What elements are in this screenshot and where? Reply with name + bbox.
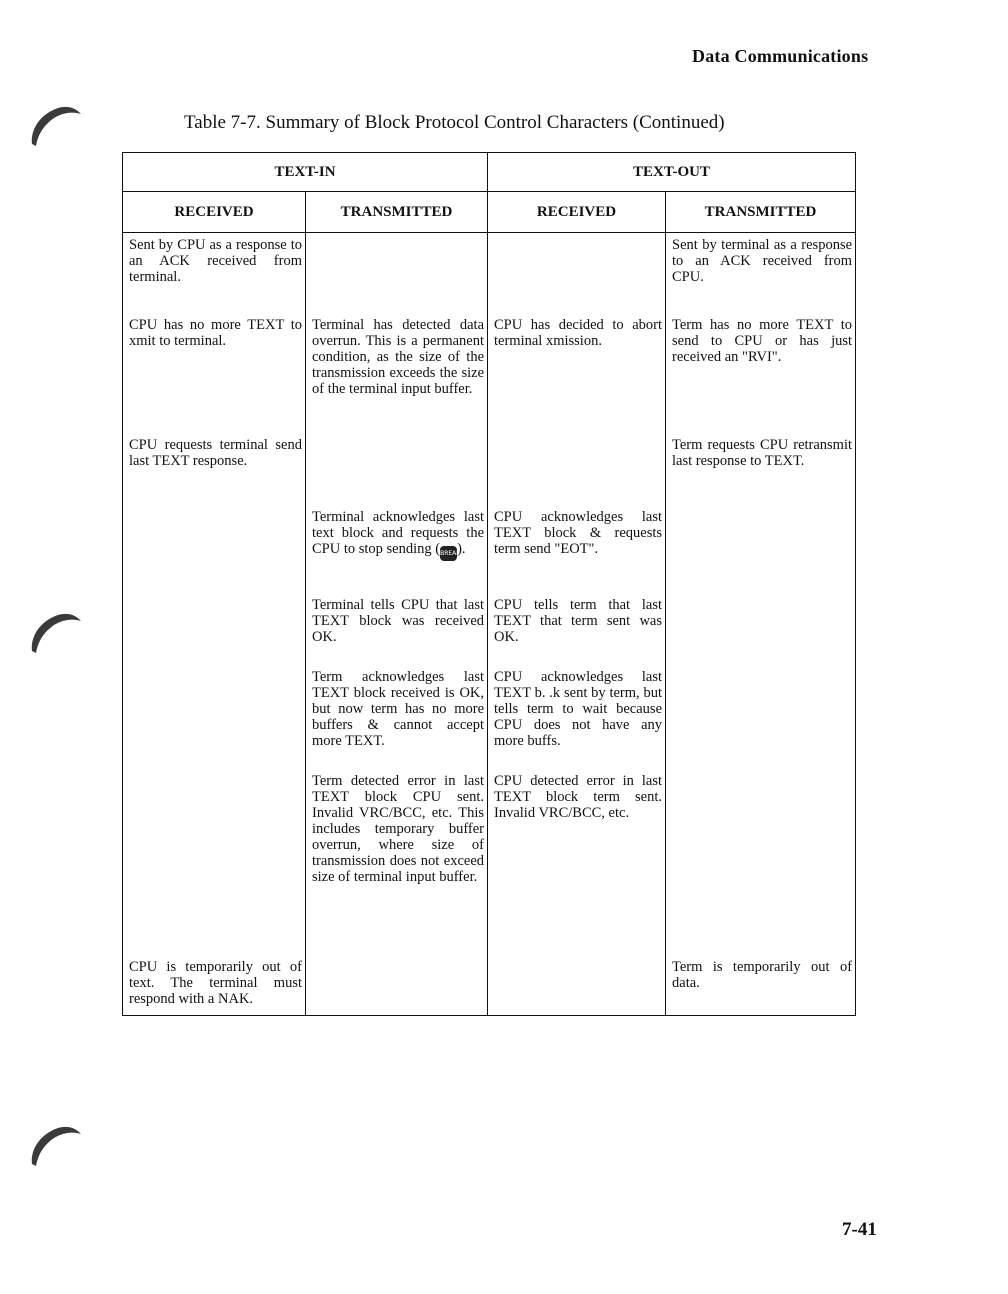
table-cell: [666, 317, 856, 437]
cell-text-part: ).: [457, 541, 466, 557]
table-cell: [488, 959, 666, 1016]
table-row: [123, 669, 856, 773]
table-cell: [123, 773, 306, 959]
table-cell: [123, 509, 306, 597]
table-cell: [666, 669, 856, 773]
table-cell: [123, 669, 306, 773]
table-cell: [488, 773, 666, 959]
cell-text: Term has no more TEXT to send to CPU or has just received an "RVI".: [672, 317, 853, 365]
table-cell: [488, 317, 666, 437]
table-title: Table 7-7. Summary of Block Protocol Control Characters (Continued): [184, 112, 725, 133]
column-header-row: [123, 192, 856, 233]
group-header-row: [123, 153, 856, 192]
table-cell: [306, 317, 488, 437]
cell-text: CPU tells term that last TEXT that term sent was OK.: [494, 597, 663, 645]
cell-text: Sent by terminal as a response to an ACK received from CPU.: [672, 237, 853, 285]
table-cell: [123, 437, 306, 509]
table-cell: [666, 437, 856, 509]
binder-hole-mark: [26, 607, 84, 655]
table-row: [123, 773, 856, 959]
table-cell: [306, 437, 488, 509]
table-cell: [488, 509, 666, 597]
table-cell: [488, 437, 666, 509]
table-cell: [666, 959, 856, 1016]
table-cell: [123, 959, 306, 1016]
table-cell: [306, 773, 488, 959]
break-key-icon: BREAK: [440, 546, 457, 561]
group-header-text-out: TEXT-OUT: [488, 153, 856, 192]
table-cell: [306, 233, 488, 318]
binder-hole-mark: [26, 100, 84, 148]
table-cell: [306, 959, 488, 1016]
cell-text: Term detected error in last TEXT block CPU sent. Invalid VRC/BCC, etc. This includes temporary buffer overrun, where size of transmission does not exceed size of terminal input buffer.: [312, 773, 485, 885]
binder-hole-icon: [26, 100, 84, 148]
cell-text: CPU acknowledges last TEXT block & requests term send "EOT".: [494, 509, 663, 557]
cell-text: Term acknowledges last TEXT block received is OK, but now term has no more buffers & cannot accept more TEXT.: [312, 669, 485, 749]
column-header-received: RECEIVED: [488, 192, 666, 233]
table-row: [123, 959, 856, 1016]
cell-text: Term is temporarily out of data.: [672, 959, 853, 991]
cell-text: Terminal tells CPU that last TEXT block was received OK.: [312, 597, 485, 645]
cell-text: CPU detected error in last TEXT block term sent. Invalid VRC/BCC, etc.: [494, 773, 663, 821]
table-cell: [123, 317, 306, 437]
table-cell: [666, 597, 856, 669]
table-row: [123, 317, 856, 437]
group-header-text-in: TEXT-IN: [123, 153, 488, 192]
cell-text: CPU has no more TEXT to xmit to terminal.: [129, 317, 302, 349]
table-cell: [306, 597, 488, 669]
cell-text: CPU has decided to abort terminal xmission.: [494, 317, 663, 349]
cell-text: Terminal has detected data overrun. This is a permanent condition, as the size of the transmission exceeds the size of the terminal input buffer.: [312, 317, 485, 397]
column-header-received: RECEIVED: [123, 192, 306, 233]
cell-text: CPU requests terminal send last TEXT response.: [129, 437, 302, 469]
running-head: Data Communications: [692, 46, 869, 66]
table-cell: [488, 233, 666, 318]
binder-hole-mark: [26, 1120, 84, 1168]
page-number: 7-41: [842, 1219, 877, 1240]
table-cell: [123, 597, 306, 669]
binder-hole-icon: [26, 1120, 84, 1168]
cell-text: CPU acknowledges last TEXT b. .k sent by term, but tells term to wait because CPU does not have any more buffs.: [494, 669, 663, 749]
table-row: [123, 437, 856, 509]
table-cell: [666, 509, 856, 597]
table-cell: [666, 233, 856, 318]
binder-hole-icon: [26, 607, 84, 655]
column-header-transmitted: TRANSMITTED: [666, 192, 856, 233]
table-cell: [666, 773, 856, 959]
table-cell: [123, 233, 306, 318]
table-cell: [306, 669, 488, 773]
table-row: [123, 233, 856, 318]
table-row: [123, 597, 856, 669]
cell-text: Sent by CPU as a response to an ACK received from terminal.: [129, 237, 302, 285]
cell-text: [312, 509, 484, 561]
table-cell: [306, 509, 488, 597]
table-cell: [488, 597, 666, 669]
table-row: [123, 509, 856, 597]
protocol-table: [122, 152, 856, 1016]
cell-text: Term requests CPU retransmit last response to TEXT.: [672, 437, 853, 469]
cell-text: CPU is temporarily out of text. The terminal must respond with a NAK.: [129, 959, 302, 1007]
cell-text-part: Terminal acknowledges last text block and requests the CPU to stop sending (: [312, 509, 485, 557]
column-header-transmitted: TRANSMITTED: [306, 192, 488, 233]
table-cell: [488, 669, 666, 773]
